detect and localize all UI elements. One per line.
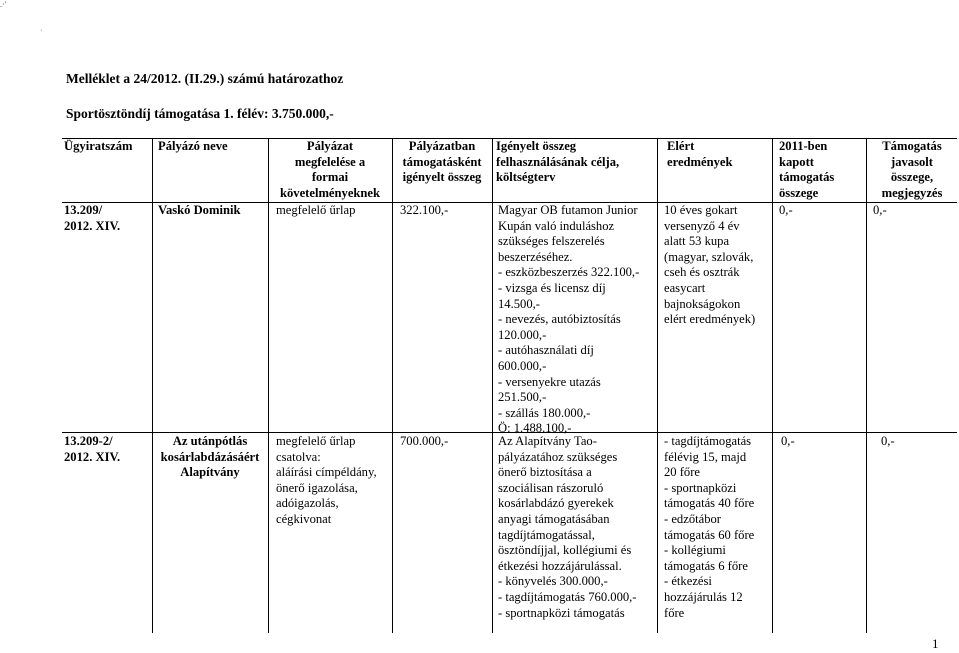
table-row-requested-amount: 700.000,- — [400, 434, 449, 448]
column-header-applicant-name: Pályázó neve — [158, 139, 228, 153]
page-number: 1 — [932, 636, 939, 651]
column-divider — [152, 138, 153, 633]
table-row-results: 10 éves gokart versenyző 4 év alatt 53 kupa (magyar, szlovák, cseh és osztrák easycart bajnokságokon elért eredmények) — [664, 203, 756, 327]
scan-mark: .·' — [0, 0, 7, 9]
column-header-results: Elért eredmények — [667, 139, 733, 169]
scan-speck: · — [40, 26, 43, 35]
column-divider — [268, 138, 269, 633]
table-row-prior-support: 0,- — [781, 434, 795, 448]
table-row-purpose-budget: Az Alapítvány Tao- pályázatához szükséges önerő biztosítása a szociálisan rászoruló kosárlabdázó gyerekek anyagi támogatásában tagdíjtámogatással, ösztöndíjjal, kollégiumi és étkezési hozzájárulással. - könyvelés 300.000,- - tagdíjtámogatás 760.000,- - sportnapközi támogatás — [498, 434, 637, 620]
table-row-applicant-name: Az utánpótlás kosárlabdázásáért Alapítvány — [160, 434, 260, 480]
table-row-applicant-name: Vaskó Dominik — [158, 203, 241, 217]
column-header-requested-amount: Pályázatban támogatásként igényelt összeg — [402, 139, 482, 185]
table-row-proposed-support: 0,- — [873, 203, 887, 217]
column-divider — [866, 138, 867, 633]
table-row-case-number: 13.209-2/ 2012. XIV. — [64, 434, 121, 464]
table-row-requested-amount: 322.100,- — [400, 203, 449, 217]
column-divider — [772, 138, 773, 633]
document-subtitle: Sportösztöndíj támogatása 1. félév: 3.750.000,- — [66, 106, 334, 121]
column-header-formal-compliance: Pályázat megfelelése a formai követelményeknek — [279, 139, 381, 200]
column-divider — [492, 138, 493, 633]
document-title: Melléklet a 24/2012. (II.29.) számú határozathoz — [66, 71, 344, 86]
table-row-formal-compliance: megfelelő űrlap csatolva: aláírási címpéldány, önerő igazolása, adóigazolás, cégkivonat — [276, 434, 377, 526]
table-row-prior-support: 0,- — [779, 203, 793, 217]
column-header-proposed-support: Támogatás javasolt összege, megjegyzés — [881, 139, 943, 200]
column-divider — [657, 138, 658, 633]
table-row-results: - tagdíjtámogatás félévig 15, majd 20 főre - sportnapközi támogatás 40 főre - edzőtábor támogatás 60 főre - kollégiumi támogatás 6 főre - étkezési hozzájárulás 12 főre — [664, 434, 755, 620]
table-row-formal-compliance: megfelelő űrlap — [276, 203, 356, 217]
table-row-case-number: 13.209/ 2012. XIV. — [64, 203, 121, 233]
column-header-purpose-budget: Igényelt összeg felhasználásának célja, költségterv — [496, 139, 620, 185]
table-row-proposed-support: 0,- — [881, 434, 895, 448]
table-row-purpose-budget: Magyar OB futamon Junior Kupán való induláshoz szükséges felszerelés beszerzéséhez. - eszközbeszerzés 322.100,- - vizsga és licensz díj 14.500,- - nevezés, autóbiztosítás 120.000,- - autóhasználati díj 600.000,- - versenyekre utazás 251.500,- - szállás 180.000,- Ö: 1.488.100,- — [498, 203, 640, 436]
column-header-prior-support: 2011-ben kapott támogatás összege — [779, 139, 835, 200]
column-divider — [392, 138, 393, 633]
column-header-case-number: Ügyiratszám — [64, 139, 133, 153]
